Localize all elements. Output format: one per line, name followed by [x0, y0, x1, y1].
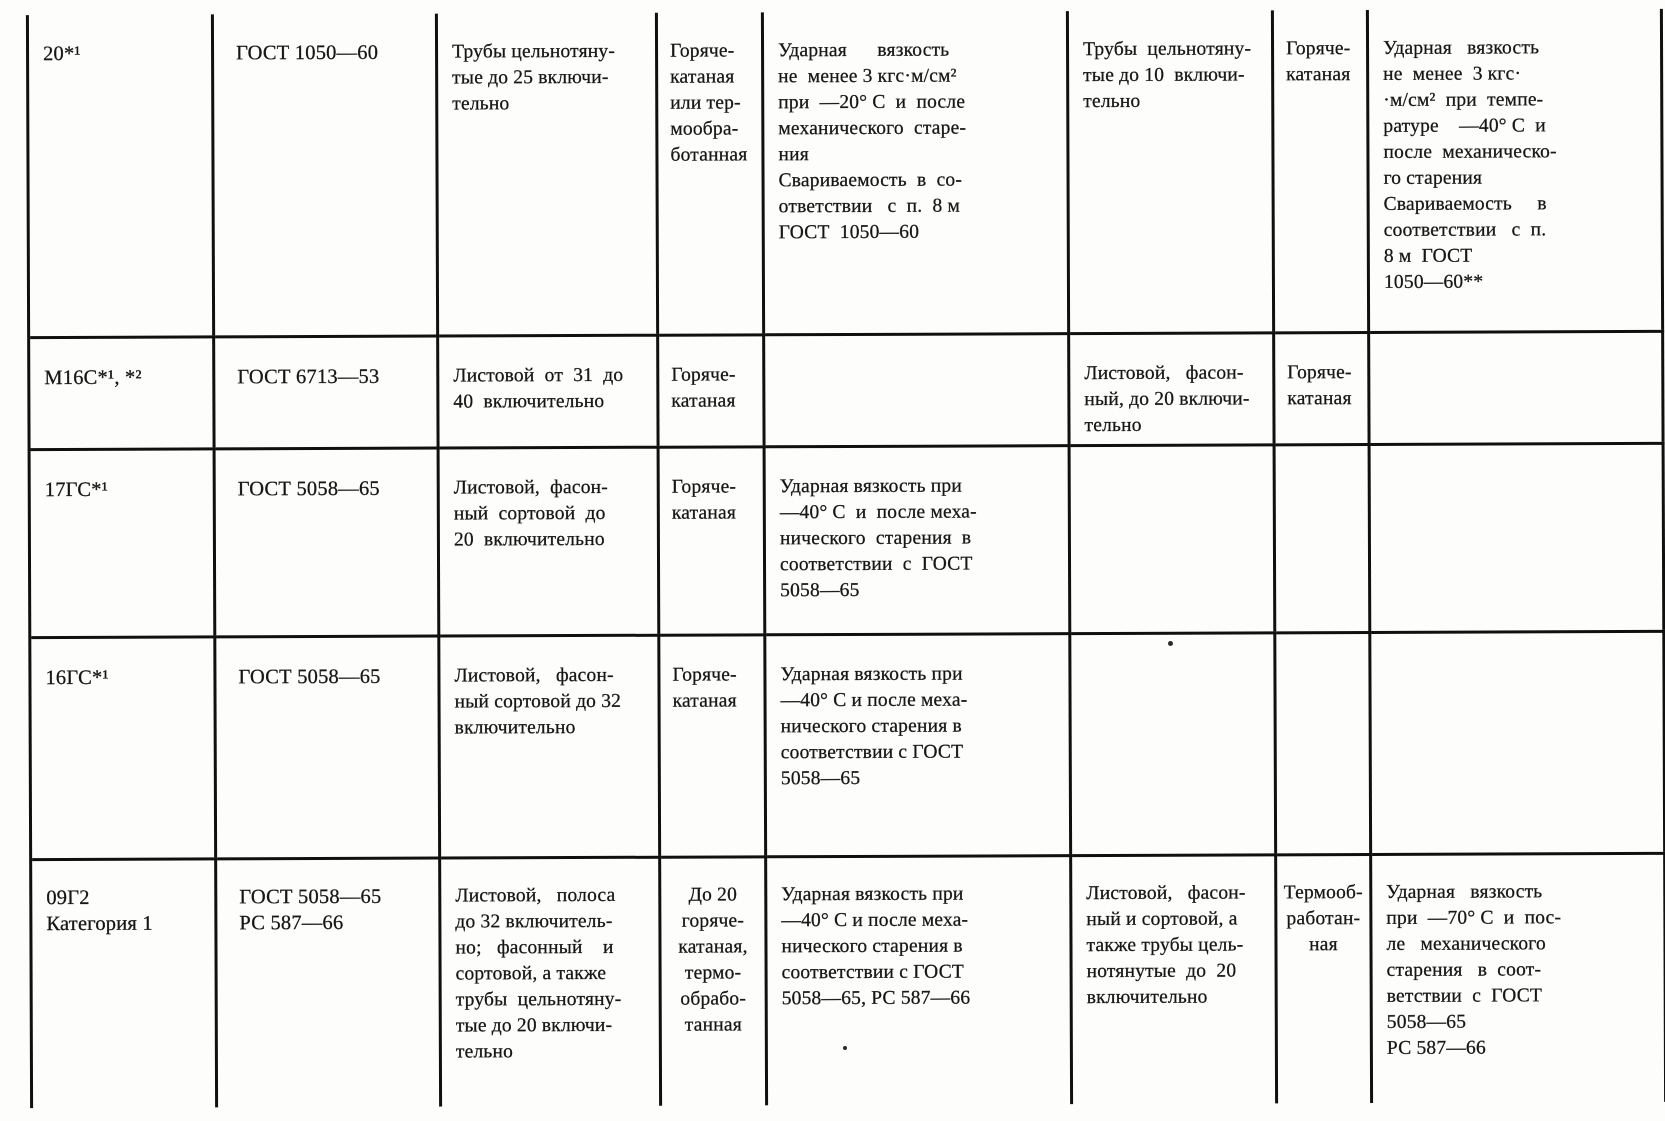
cell-product-a: Листовой, фасон- ный сортовой до 32 включительно: [440, 634, 661, 857]
steel-grades-table: [26, 9, 1665, 1108]
cell-standard: ГОСТ 5058—65 РС 587—66: [217, 857, 442, 1108]
cell-condition-b: Горяче- катаная: [1274, 10, 1370, 331]
scan-speck: [1168, 641, 1173, 646]
cell-standard: ГОСТ 5058—65: [216, 447, 441, 636]
cell-requirements-a: Ударная вязкость при —40° С и после меха- нического старения в соответствии с ГОСТ 5058—65, РС 587—66: [767, 854, 1073, 1105]
cell-product-a: Листовой от 31 до 40 включительно: [439, 334, 659, 447]
cell-condition-a: Горяче- катаная или тер- мообра- ботанная: [658, 12, 765, 333]
cell-product-a: Листовой, фасон- ный сортовой до 20 включительно: [440, 446, 661, 635]
cell-product-b: [1071, 443, 1277, 632]
cell-grade: 09Г2 Категория 1: [32, 857, 218, 1108]
cell-requirements-b: Ударная вязкость при —70° С и пос- ле механического старения в соот- ветствии с ГОСТ 5058—65 РС 587—66: [1372, 852, 1665, 1103]
cell-condition-a: До 20 горяче- катаная, термо- обрабо- танная: [661, 855, 768, 1105]
cell-requirements-b: [1371, 442, 1665, 631]
cell-standard: ГОСТ 6713—53: [215, 335, 439, 448]
cell-product-b: [1071, 631, 1277, 854]
cell-requirements-a: [765, 332, 1070, 445]
cell-condition-a: Горяче- катаная: [660, 633, 767, 855]
cell-requirements-a: Ударная вязкость не менее 3 кгс·м/см² при —20° С и после механического старе- ния Свариваемость в со- ответствии с п. 8 м ГОСТ 1050—60: [764, 11, 1070, 333]
cell-grade: 16ГС*¹: [31, 635, 217, 858]
cell-requirements-a: Ударная вязкость при —40° С и после меха- нического старения в соответствии с ГОСТ 5058—65: [766, 444, 1072, 633]
cell-condition-b: Горяче- катаная: [1275, 331, 1370, 443]
cell-product-b: Листовой, фасон- ный, до 20 включи- тельно: [1070, 331, 1275, 444]
cell-product-b: Трубы цельнотяну- тые до 10 включи- тельно: [1069, 10, 1275, 332]
cell-requirements-b: [1370, 330, 1664, 443]
cell-grade: 17ГС*¹: [31, 447, 217, 636]
cell-requirements-a: Ударная вязкость при —40° С и после меха- нического старения в соответствии с ГОСТ 5058—65: [766, 632, 1072, 855]
cell-condition-b: Термооб- работан- ная: [1277, 853, 1373, 1103]
cell-condition-a: Горяче- катаная: [659, 333, 765, 445]
cell-grade: М16С*¹, *²: [30, 335, 215, 448]
cell-product-a: Листовой, полоса до 32 включитель- но; фасонный и сортовой, а также трубы цельнотяну- тые до 20 включи- тельно: [441, 856, 662, 1107]
cell-requirements-b: Ударная вязкость не менее 3 кгс· ·м/см² при темпе- ратуре —40° С и после механическо- го старения Свариваемость в соответствии с п. 8 м ГОСТ 1050—60**: [1369, 9, 1664, 331]
cell-condition-b: [1276, 443, 1372, 631]
cell-requirements-b: [1371, 630, 1665, 853]
cell-standard: ГОСТ 1050—60: [214, 14, 439, 336]
cell-product-b: Листовой, фасон- ный и сортовой, а также трубы цель- нотянутые до 20 включительно: [1072, 853, 1278, 1104]
cell-grade: 20*¹: [29, 14, 215, 336]
cell-condition-b: [1276, 631, 1372, 853]
cell-product-a: Трубы цельнотяну- тые до 25 включи- тельно: [438, 13, 659, 335]
cell-condition-a: Горяче- катаная: [660, 445, 767, 633]
cell-standard: ГОСТ 5058—65: [216, 635, 441, 858]
scan-speck: [843, 1046, 847, 1050]
